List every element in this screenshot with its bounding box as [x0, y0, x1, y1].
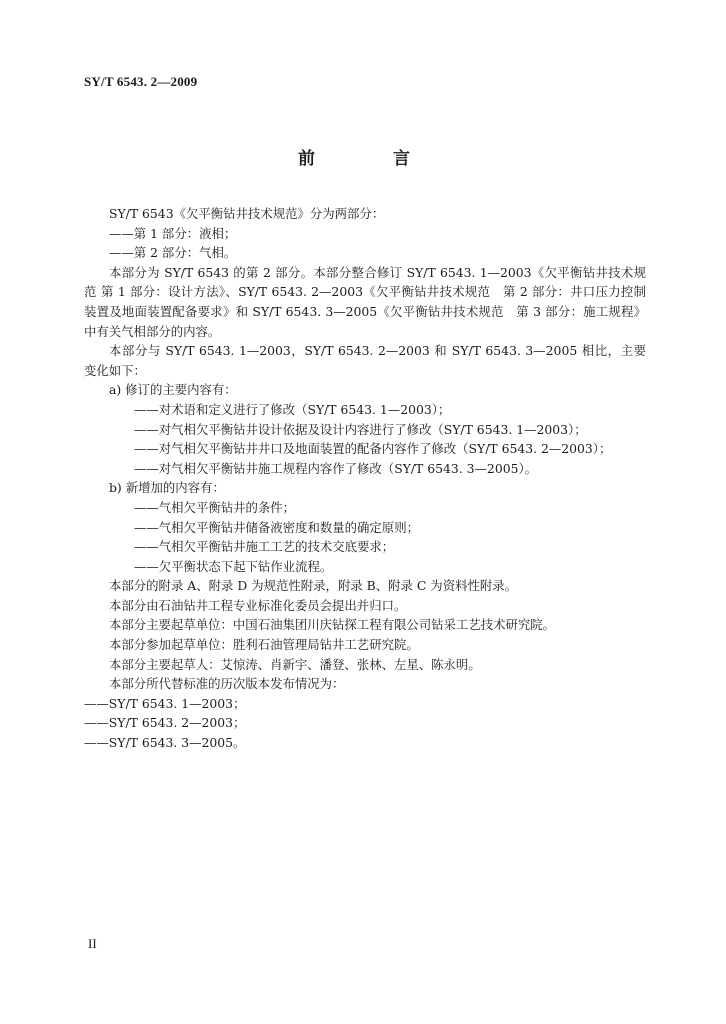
- history-item: ——SY/T 6543. 1—2003；: [84, 695, 246, 711]
- part-1-item: ——第 1 部分：液相；: [109, 225, 237, 241]
- history-item: ——SY/T 6543. 3—2005。: [84, 735, 246, 751]
- revised-item: ——对术语和定义进行了修改（SY/T 6543. 1—2003）；: [134, 401, 451, 417]
- revised-item: ——对气相欠平衡钻井设计依据及设计内容进行了修改（SY/T 6543. 1—2003）；: [134, 421, 587, 437]
- authors-paragraph: 本部分主要起草人：艾惊涛、肖新宇、潘登、张林、左星、陈永明。: [109, 656, 481, 672]
- added-item: ——气相欠平衡钻井储备液密度和数量的确定原则；: [134, 519, 419, 535]
- added-item: ——气相欠平衡钻井施工工艺的技术交底要求；: [134, 539, 395, 555]
- added-item: ——欠平衡状态下起下钻作业流程。: [134, 558, 333, 574]
- participating-drafter-paragraph: 本部分参加起草单位：胜利石油管理局钻井工艺研究院。: [109, 637, 419, 653]
- replacement-paragraph: 本部分为 SY/T 6543 的第 2 部分。本部分整合修订 SY/T 6543. 1—2003《欠平衡钻井技术规范 第 1 部分：设计方法》、SY/T 6543. 2—2003《欠平衡钻井技术规范 第 2 部分：井口压力控制装置及地面装置配备要求》和 SY/T 6543. 3—2005《欠平衡钻井技术规范 第 3 部分：施工规程》中有关气相部分的内容。: [84, 264, 646, 339]
- revised-item: ——对气相欠平衡钻井井口及地面装置的配备内容作了修改（SY/T 6543. 2—2003）；: [134, 441, 612, 457]
- added-content-heading: b) 新增加的内容有：: [109, 480, 225, 496]
- page-title: 前 言: [298, 149, 446, 169]
- proposer-paragraph: 本部分由石油钻井工程专业标准化委员会提出并归口。: [109, 597, 407, 613]
- annex-paragraph: 本部分的附录 A、附录 D 为规范性附录，附录 B、附录 C 为资料性附录。: [109, 578, 518, 594]
- history-item: ——SY/T 6543. 2—2003；: [84, 715, 246, 731]
- intro-paragraph: SY/T 6543《欠平衡钻井技术规范》分为两部分：: [109, 206, 385, 221]
- page-number: II: [88, 936, 97, 951]
- foreword-body: [84, 204, 646, 753]
- revised-content-heading: a) 修订的主要内容有：: [109, 382, 237, 398]
- main-drafter-paragraph: 本部分主要起草单位：中国石油集团川庆钻探工程有限公司钻采工艺技术研究院。: [109, 617, 556, 633]
- added-item: ——气相欠平衡钻井的条件；: [134, 499, 296, 515]
- comparison-paragraph: 本部分与 SY/T 6543. 1—2003，SY/T 6543. 2—2003 和 SY/T 6543. 3—2005 相比，主要变化如下：: [84, 343, 646, 378]
- part-2-item: ——第 2 部分：气相。: [109, 245, 237, 261]
- standard-code-header: SY/T 6543. 2—2009: [84, 74, 198, 89]
- history-heading: 本部分所代替标准的历次版本发布情况为：: [109, 676, 345, 692]
- revised-item: ——对气相欠平衡钻井施工规程内容作了修改（SY/T 6543. 3—2005）。: [134, 460, 538, 476]
